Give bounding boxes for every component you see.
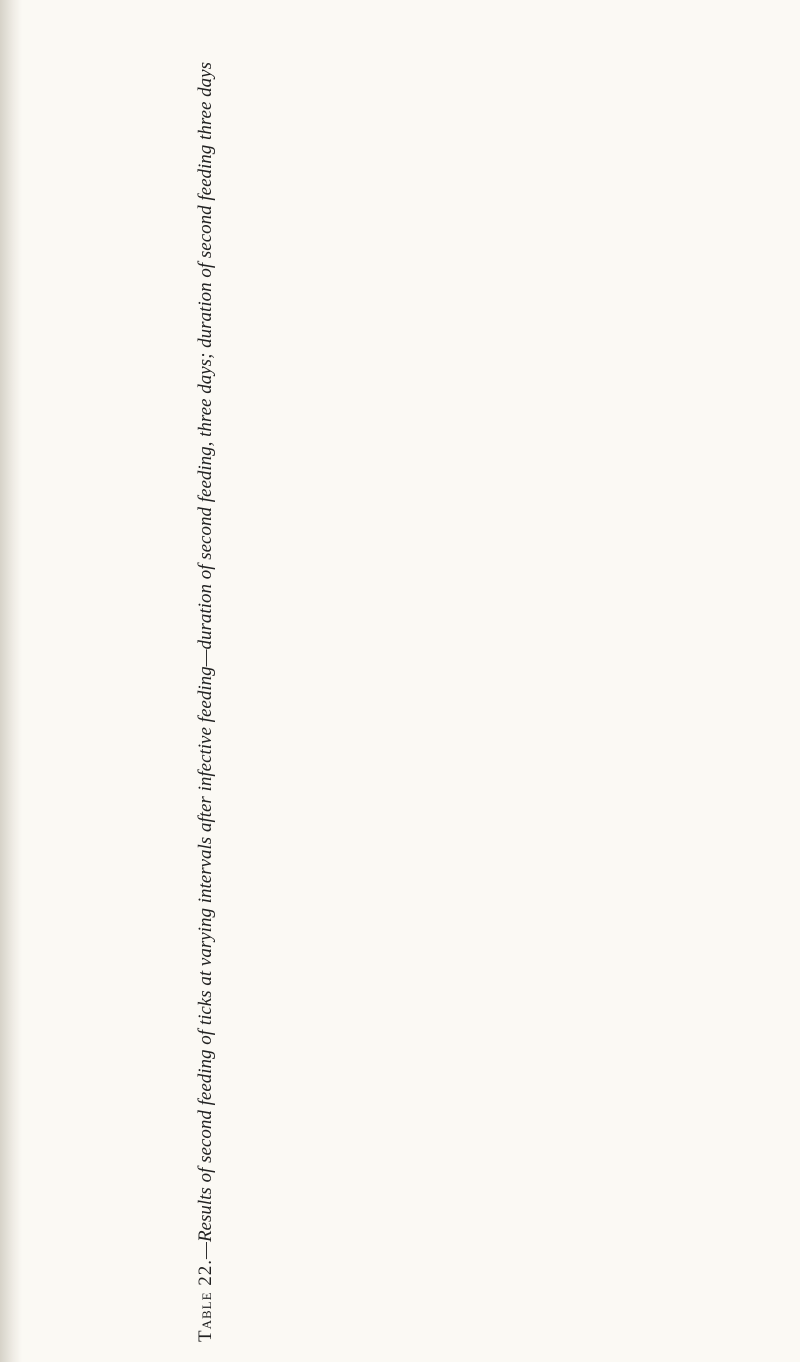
caption-text: —Results of second feeding of ticks at varying intervals after infective feeding—duration of second feeding, three days; duration of second feeding three days [195, 62, 216, 1259]
rotated-page-content [0, 0, 238, 1362]
table-label: Table 22. [195, 1258, 216, 1342]
table-caption [193, 42, 219, 1342]
